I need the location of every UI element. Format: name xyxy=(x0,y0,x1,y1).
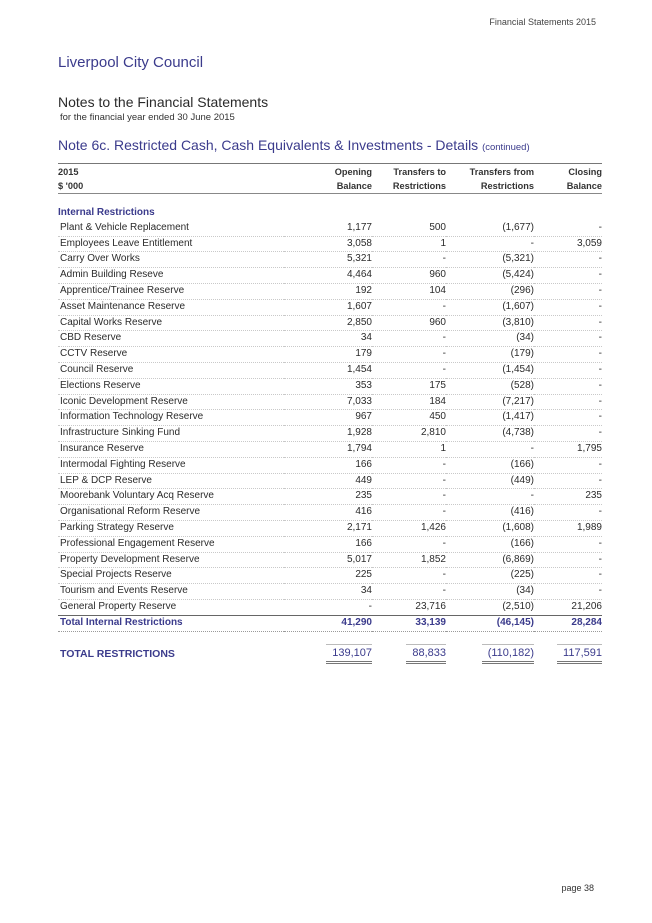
total-row-name: Total Internal Restrictions xyxy=(58,615,284,631)
row-name: Information Technology Reserve xyxy=(58,410,284,426)
spacer-row xyxy=(58,194,602,207)
table-row xyxy=(58,473,602,489)
col-transfers-to-header-2: Restrictions xyxy=(372,179,446,194)
table-header-row xyxy=(58,166,602,179)
total-row-transfers-to: 33,139 xyxy=(372,615,446,631)
row-transfers-to: - xyxy=(372,489,446,505)
row-transfers-to: - xyxy=(372,536,446,552)
col-closing-header: Closing xyxy=(568,167,602,177)
table-row xyxy=(58,331,602,347)
organisation-name: Liverpool City Council xyxy=(58,54,204,71)
row-name: Carry Over Works xyxy=(58,252,284,268)
row-transfers-to: - xyxy=(372,505,446,521)
row-transfers-from: (1,677) xyxy=(446,221,534,236)
row-closing: - xyxy=(534,552,602,568)
row-name: Capital Works Reserve xyxy=(58,315,284,331)
row-opening: 353 xyxy=(284,378,372,394)
row-transfers-to: 184 xyxy=(372,394,446,410)
row-transfers-to: - xyxy=(372,347,446,363)
row-closing: 235 xyxy=(534,489,602,505)
row-opening: 7,033 xyxy=(284,394,372,410)
table-row xyxy=(58,426,602,442)
row-name: Asset Maintenance Reserve xyxy=(58,299,284,315)
row-transfers-from: (1,607) xyxy=(446,299,534,315)
row-closing: - xyxy=(534,347,602,363)
col-opening-header-2: Balance xyxy=(284,179,372,194)
table-row xyxy=(58,536,602,552)
row-transfers-to: 450 xyxy=(372,410,446,426)
table-row xyxy=(58,410,602,426)
table-row xyxy=(58,457,602,473)
row-transfers-to: - xyxy=(372,252,446,268)
row-opening: 416 xyxy=(284,505,372,521)
row-transfers-from: (1,417) xyxy=(446,410,534,426)
row-transfers-from: (166) xyxy=(446,536,534,552)
table-row xyxy=(58,236,602,252)
row-transfers-from: (6,869) xyxy=(446,552,534,568)
table-row xyxy=(58,520,602,536)
row-transfers-to: 175 xyxy=(372,378,446,394)
grand-row-closing-value: 117,591 xyxy=(557,644,602,664)
row-transfers-to: - xyxy=(372,473,446,489)
col-transfers-from-header: Transfers from xyxy=(469,167,534,177)
row-opening: 235 xyxy=(284,489,372,505)
col-opening-header: Opening xyxy=(334,167,372,177)
table-row xyxy=(58,568,602,584)
row-closing: 1,795 xyxy=(534,441,602,457)
row-transfers-from: (4,738) xyxy=(446,426,534,442)
total-row-transfers-from: (46,145) xyxy=(446,615,534,631)
row-opening: 1,794 xyxy=(284,441,372,457)
row-opening: 34 xyxy=(284,331,372,347)
row-transfers-from: (296) xyxy=(446,283,534,299)
row-transfers-from: (34) xyxy=(446,331,534,347)
row-transfers-from: (166) xyxy=(446,457,534,473)
row-closing: - xyxy=(534,505,602,521)
row-closing: 1,989 xyxy=(534,520,602,536)
row-opening: 166 xyxy=(284,457,372,473)
row-transfers-to: - xyxy=(372,584,446,600)
row-transfers-from: (1,454) xyxy=(446,362,534,378)
row-closing: - xyxy=(534,457,602,473)
row-name: Employees Leave Entitlement xyxy=(58,236,284,252)
note-title-text: Note 6c. Restricted Cash, Cash Equivalents & Investments - Details xyxy=(58,137,479,153)
table-row xyxy=(58,347,602,363)
total-row-closing: 28,284 xyxy=(534,615,602,631)
row-name: Parking Strategy Reserve xyxy=(58,520,284,536)
row-opening: 1,607 xyxy=(284,299,372,315)
col-closing-header-2: Balance xyxy=(534,179,602,194)
row-transfers-from: (34) xyxy=(446,584,534,600)
row-transfers-to: - xyxy=(372,331,446,347)
row-transfers-to: - xyxy=(372,457,446,473)
row-transfers-to: 1 xyxy=(372,441,446,457)
row-transfers-to: 1,852 xyxy=(372,552,446,568)
grand-total-row xyxy=(58,644,602,664)
grand-row-transfers-from xyxy=(446,644,534,664)
row-closing: - xyxy=(534,410,602,426)
row-transfers-from: (416) xyxy=(446,505,534,521)
row-name: CCTV Reserve xyxy=(58,347,284,363)
row-name: Admin Building Reseve xyxy=(58,268,284,284)
row-closing: 21,206 xyxy=(534,599,602,615)
row-name: CBD Reserve xyxy=(58,331,284,347)
row-closing: - xyxy=(534,362,602,378)
row-closing: - xyxy=(534,299,602,315)
row-name: LEP & DCP Reserve xyxy=(58,473,284,489)
row-closing: - xyxy=(534,268,602,284)
row-opening: 967 xyxy=(284,410,372,426)
row-name: Property Development Reserve xyxy=(58,552,284,568)
row-opening: 192 xyxy=(284,283,372,299)
total-internal-row xyxy=(58,615,602,631)
row-opening: 166 xyxy=(284,536,372,552)
table-row xyxy=(58,252,602,268)
row-name: Insurance Reserve xyxy=(58,441,284,457)
col-year-header: 2015 xyxy=(58,167,79,177)
row-name: Organisational Reform Reserve xyxy=(58,505,284,521)
row-transfers-to: 500 xyxy=(372,221,446,236)
row-transfers-from: (2,510) xyxy=(446,599,534,615)
row-transfers-to: 960 xyxy=(372,268,446,284)
row-name: Apprentice/Trainee Reserve xyxy=(58,283,284,299)
note-continued-label: (continued) xyxy=(482,142,530,153)
row-transfers-from: (7,217) xyxy=(446,394,534,410)
note-heading xyxy=(58,137,530,153)
row-closing: - xyxy=(534,426,602,442)
table-row xyxy=(58,283,602,299)
restrictions-table xyxy=(58,166,602,664)
row-name: Intermodal Fighting Reserve xyxy=(58,457,284,473)
row-transfers-from: (3,810) xyxy=(446,315,534,331)
total-row-opening: 41,290 xyxy=(284,615,372,631)
row-name: Council Reserve xyxy=(58,362,284,378)
section-label-row xyxy=(58,206,602,221)
table-row xyxy=(58,299,602,315)
row-closing: - xyxy=(534,378,602,394)
row-opening: 4,464 xyxy=(284,268,372,284)
table-row xyxy=(58,268,602,284)
notes-title: Notes to the Financial Statements xyxy=(58,94,269,110)
row-name: Tourism and Events Reserve xyxy=(58,584,284,600)
row-transfers-from: (449) xyxy=(446,473,534,489)
row-opening: 34 xyxy=(284,584,372,600)
row-opening: 5,321 xyxy=(284,252,372,268)
section-label: Internal Restrictions xyxy=(58,207,155,218)
row-closing: - xyxy=(534,283,602,299)
row-opening: 1,454 xyxy=(284,362,372,378)
row-name: Iconic Development Reserve xyxy=(58,394,284,410)
table-row xyxy=(58,315,602,331)
row-closing: - xyxy=(534,584,602,600)
grand-row-closing xyxy=(534,644,602,664)
row-closing: - xyxy=(534,315,602,331)
row-opening: 2,171 xyxy=(284,520,372,536)
grand-row-transfers-from-value: (110,182) xyxy=(482,644,534,664)
row-opening: 5,017 xyxy=(284,552,372,568)
table-body xyxy=(58,194,602,664)
grand-row-transfers-to xyxy=(372,644,446,664)
table-row xyxy=(58,221,602,236)
row-transfers-to: 104 xyxy=(372,283,446,299)
col-transfers-from-header-2: Restrictions xyxy=(446,179,534,194)
table-header-row-2 xyxy=(58,179,602,194)
row-transfers-to: 960 xyxy=(372,315,446,331)
table-row xyxy=(58,394,602,410)
row-name: General Property Reserve xyxy=(58,599,284,615)
row-closing: - xyxy=(534,473,602,489)
restrictions-table-wrapper xyxy=(58,166,602,664)
row-transfers-from: (1,608) xyxy=(446,520,534,536)
row-transfers-to: 1 xyxy=(372,236,446,252)
spacer-row xyxy=(58,631,602,644)
row-transfers-to: - xyxy=(372,568,446,584)
statement-header-label: Financial Statements 2015 xyxy=(489,17,596,27)
table-row xyxy=(58,599,602,615)
table-row xyxy=(58,362,602,378)
row-name: Special Projects Reserve xyxy=(58,568,284,584)
col-transfers-to-header: Transfers to xyxy=(393,167,446,177)
grand-row-transfers-to-value: 88,833 xyxy=(406,644,446,664)
row-transfers-from: (5,321) xyxy=(446,252,534,268)
row-opening: 2,850 xyxy=(284,315,372,331)
table-row xyxy=(58,584,602,600)
row-transfers-to: - xyxy=(372,362,446,378)
page-number: page 38 xyxy=(561,883,594,893)
header-rule xyxy=(58,163,602,164)
row-name: Professional Engagement Reserve xyxy=(58,536,284,552)
row-transfers-to: 1,426 xyxy=(372,520,446,536)
row-opening: - xyxy=(284,599,372,615)
row-name: Elections Reserve xyxy=(58,378,284,394)
notes-subtitle: for the financial year ended 30 June 2015 xyxy=(60,112,235,123)
row-transfers-from: - xyxy=(446,441,534,457)
row-name: Plant & Vehicle Replacement xyxy=(58,221,284,236)
row-closing: - xyxy=(534,536,602,552)
row-closing: - xyxy=(534,221,602,236)
row-opening: 1,928 xyxy=(284,426,372,442)
row-opening: 449 xyxy=(284,473,372,489)
table-row xyxy=(58,505,602,521)
row-transfers-to: - xyxy=(372,299,446,315)
row-opening: 179 xyxy=(284,347,372,363)
row-closing: - xyxy=(534,252,602,268)
table-row xyxy=(58,441,602,457)
row-transfers-from: - xyxy=(446,236,534,252)
row-transfers-to: 2,810 xyxy=(372,426,446,442)
table-row xyxy=(58,489,602,505)
row-opening: 3,058 xyxy=(284,236,372,252)
row-transfers-to: 23,716 xyxy=(372,599,446,615)
grand-row-opening xyxy=(284,644,372,664)
row-transfers-from: - xyxy=(446,489,534,505)
row-closing: - xyxy=(534,331,602,347)
table-row xyxy=(58,552,602,568)
row-name: Infrastructure Sinking Fund xyxy=(58,426,284,442)
row-name: Moorebank Voluntary Acq Reserve xyxy=(58,489,284,505)
row-transfers-from: (528) xyxy=(446,378,534,394)
row-closing: - xyxy=(534,568,602,584)
row-transfers-from: (5,424) xyxy=(446,268,534,284)
row-transfers-from: (179) xyxy=(446,347,534,363)
grand-row-name: TOTAL RESTRICTIONS xyxy=(60,647,175,660)
grand-row-opening-value: 139,107 xyxy=(326,644,372,664)
row-opening: 1,177 xyxy=(284,221,372,236)
col-units-header: $ '000 xyxy=(58,179,284,194)
table-row xyxy=(58,378,602,394)
row-opening: 225 xyxy=(284,568,372,584)
row-closing: - xyxy=(534,394,602,410)
row-transfers-from: (225) xyxy=(446,568,534,584)
row-closing: 3,059 xyxy=(534,236,602,252)
